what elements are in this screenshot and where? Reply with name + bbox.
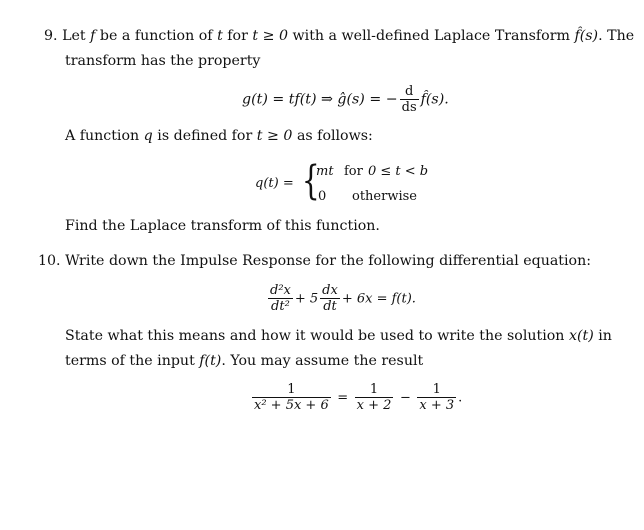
question-9-line-1 [44,28,634,44]
case-1-for: for [344,164,363,179]
text: . You may assume the result [221,353,424,369]
math-expression: f̂(s) [574,28,599,44]
text: be a function of [99,28,213,44]
question-9-definition-line [65,128,373,144]
period: . [458,390,463,406]
cropped-top-edge [0,0,644,3]
text: as follows: [296,128,373,144]
question-10-line-1 [38,253,591,269]
first-derivative-fraction [320,283,340,314]
math-expression: f̂(s). [420,91,449,108]
denominator: x + 3 [419,398,455,413]
math-symbol: f [90,28,96,44]
math-expression: f(t) [199,353,222,369]
text: for [227,28,248,44]
text: Let [62,28,86,44]
question-10-line-3 [65,353,423,369]
text: with a well-defined Laplace Transform [292,28,570,44]
denominator: dt² [268,298,293,314]
denominator: x + 2 [356,398,392,413]
fraction-term-1 [355,382,394,413]
piecewise-lhs: q(t) = [255,176,294,191]
question-number: 9. [44,28,58,44]
question-9-line-2: transform has the property [65,53,261,69]
math-symbol: t [217,28,223,44]
math-expression: g(t) = tf(t) ⇒ ĝ(s) = − [242,91,398,108]
text: in [598,328,612,344]
case-1-condition: 0 ≤ t < b [368,164,429,179]
equals-sign: = [337,390,349,406]
text: terms of the input [65,353,195,369]
denominator: x² + 5x + 6 [254,398,329,413]
question-number: 10. [38,253,61,269]
math-expression: + 6x = f(t). [341,291,416,307]
case-1-value: mt [316,164,334,179]
case-2-condition: otherwise [352,189,417,204]
numerator: d²x [270,283,291,298]
second-derivative-fraction [268,283,293,314]
math-expression: t ≥ 0 [256,128,293,144]
math-symbol: q [143,128,153,144]
numerator: d [404,84,414,99]
text: A function [65,128,140,144]
numerator: 1 [369,382,379,397]
fraction-lhs [252,382,331,413]
text: is defined for [157,128,253,144]
numerator: 1 [287,382,296,397]
denominator: ds [401,100,417,115]
question-9-task: Find the Laplace transform of this function. [65,218,380,234]
left-brace: { [301,158,320,204]
laplace-property-equation [242,84,449,115]
differential-equation [266,283,416,314]
math-expression: + 5 [294,291,319,307]
math-expression: x(t) [568,328,594,344]
math-expression: t ≥ 0 [252,28,289,44]
denominator: dt [320,298,340,314]
numerator: dx [322,283,338,298]
derivative-fraction [400,84,419,115]
text: State what this means and how it would be used to write the solution [65,328,565,344]
minus-sign: − [399,390,411,406]
text: . The [598,28,635,44]
partial-fraction-identity [250,382,462,413]
text: Write down the Impulse Response for the following differential equation: [65,253,592,269]
numerator: 1 [432,382,441,397]
question-10-line-2 [65,328,612,344]
case-2-value: 0 [318,189,327,204]
fraction-term-2 [417,382,456,413]
